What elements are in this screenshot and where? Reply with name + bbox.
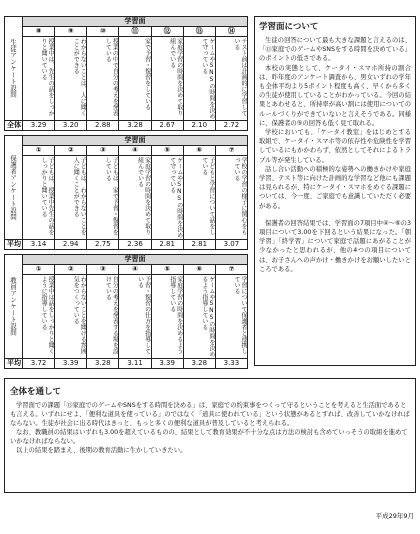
teacher-average-value: 3.39 <box>55 359 87 369</box>
parent-survey-table <box>4 135 248 250</box>
teacher-question-number: ⑥ <box>183 265 215 275</box>
parent-average-value: 2.94 <box>55 240 87 250</box>
teacher-question-text: わからないことを聞ける雰囲気をつくっている <box>55 275 87 359</box>
parent-question-numbers <box>5 146 248 156</box>
student-average-value: 2.10 <box>183 121 215 131</box>
teacher-question-text: ゲームやSNSの時間を決めるよう指導している <box>183 275 215 359</box>
overall-summary-panel <box>4 378 416 493</box>
student-average-value: 3.20 <box>55 121 87 131</box>
teacher-question-text: 授業中は話をしっかりと聞くように指導している <box>23 275 55 359</box>
teacher-survey-table <box>4 254 248 369</box>
student-average-row <box>5 121 248 131</box>
parent-average-value: 2.75 <box>87 240 119 250</box>
teacher-table-header: 学習面 <box>23 255 248 265</box>
parent-question-number: ② <box>55 146 87 156</box>
teacher-question-text: 学習について保護者と連携している <box>215 275 247 359</box>
student-avg-label: 全体 <box>5 121 23 131</box>
teacher-avg-label: 平均 <box>5 359 23 369</box>
document-date: 平成29年9月 <box>375 512 414 520</box>
parent-average-value: 2.81 <box>183 240 215 250</box>
student-question-text: 授業の中で自分の考えを発表している <box>87 37 119 121</box>
student-average-value: 3.28 <box>119 121 151 131</box>
parent-question-number: ③ <box>87 146 119 156</box>
student-question-text: わからないことは、人に聞くことができる <box>55 37 87 121</box>
student-average-value: 2.88 <box>87 121 119 131</box>
student-average-value: 3.29 <box>23 121 55 131</box>
teacher-average-value: 3.33 <box>215 359 247 369</box>
parent-question-number: ① <box>23 146 55 156</box>
student-question-text: 家で予習・復習をしている <box>119 37 151 121</box>
student-question-number: ⑨ <box>55 27 87 37</box>
commentary-paragraph: 話し合い活動への積極的な姿勢への働きかけや家庭学習、テスト等に向けた計画的な学習など他にも課題は見られるが、特にケータイ・スマホをめぐる課題については、今一度、ご家庭でも意識していただく必要がある。 <box>259 165 411 210</box>
teacher-question-numbers <box>5 265 248 275</box>
parent-average-value: 2.36 <box>119 240 151 250</box>
parent-question-text: 学校の学習の様子に関心をもっている <box>215 156 247 240</box>
overall-paragraph: 以上の結果を踏まえ、後期の教育活動に生かしていきたい。 <box>16 447 187 454</box>
overall-paragraph: なお、教職員の結果はいずれも3.00を超えているものの、結果として教育効果が不十分な点は方法の検討も含めていっそうの取組を進めていかなければならない。 <box>10 429 408 445</box>
parent-average-value: 2.81 <box>151 240 183 250</box>
teacher-question-number: ① <box>23 265 55 275</box>
commentary-paragraph: 本校の実態として、ケータイ・スマホ所持の割合は、昨年度のアンケート調査から、男女いずれの学年も全体平均より5ポイント程度も高く、早くから多くの生徒が使用していることがわかっている。今回の結果とあわせると、所持率が高い割には使用についてのルールづくりができていないと言えそうである。同様に、保護者の⑤の回答も低く見て取れる。 <box>259 64 411 127</box>
parent-question-texts <box>5 156 248 240</box>
parent-question-text: 子どもと学習について話をしている <box>183 156 215 240</box>
student-question-text: 授業中は、先生の話をしっかりと聞いている <box>23 37 55 121</box>
teacher-question-number: ④ <box>119 265 151 275</box>
parent-average-value: 3.14 <box>23 240 55 250</box>
student-average-value: 2.72 <box>215 121 247 131</box>
student-question-numbers <box>5 27 248 37</box>
student-average-value: 2.67 <box>151 121 183 131</box>
parent-question-number: ⑥ <box>183 146 215 156</box>
teacher-average-value: 3.72 <box>23 359 55 369</box>
student-question-texts <box>5 37 248 121</box>
teacher-question-number: ② <box>55 265 87 275</box>
student-side-label: 生徒アンケート設問 <box>5 17 23 121</box>
teacher-question-text: 自分の考えを発表する場を設けている <box>87 275 119 359</box>
commentary-paragraph: 学校においても、「ケータイ教室」をはじめとする取組で、ケータイ・スマホ等の依存性や危険性を学習しているにもかかわらず、依然としてそれによるトラブル等が発生している。 <box>259 129 411 164</box>
parent-question-text: 家庭学習の時間を決めて取り組んでいる <box>119 156 151 240</box>
learning-commentary-panel <box>254 16 416 366</box>
student-table-header: 学習面 <box>23 17 248 27</box>
teacher-question-text: 家庭学習の時間を決めるよう指導している <box>151 275 183 359</box>
commentary-paragraph: 生徒の回答について最も大きな課題と言えるのは、「⑬家庭でのゲームやSNSをする時間を決めている」のポイントの低さである。 <box>259 37 411 63</box>
student-question-text: ゲームやSNSの時間を決めて守っている <box>183 37 215 121</box>
parent-question-text: 子どもは、わからないことを人に聞くことができる <box>55 156 87 240</box>
teacher-question-number: ⑤ <box>151 265 183 275</box>
teacher-question-texts <box>5 275 248 359</box>
parent-question-text: 子どもは、家で予習・復習をしている <box>87 156 119 240</box>
teacher-average-value: 3.11 <box>119 359 151 369</box>
teacher-average-row <box>5 359 248 369</box>
parent-table-header: 学習面 <box>23 136 248 146</box>
parent-avg-label: 平均 <box>5 240 23 250</box>
parent-average-value: 3.07 <box>215 240 247 250</box>
teacher-question-text: 予習・復習の仕方を指導している <box>119 275 151 359</box>
teacher-average-value: 3.39 <box>151 359 183 369</box>
parent-question-number: ⑤ <box>151 146 183 156</box>
student-question-number: ⑭ <box>215 27 247 37</box>
teacher-average-value: 3.28 <box>183 359 215 369</box>
commentary-paragraph: 保護者の回答結果では、学習面の7項目中④～⑥の3項目について3.00を下回るという結果になった。「朝学習」「終学習」について家庭で話題にあがることが少なかったと思われるが、他の4つの項目については、お子さんへの声かけ・働きかけをお願いしたいところである。 <box>259 219 411 273</box>
student-survey-table <box>4 16 248 131</box>
student-question-text: テスト前は計画的に学習している <box>215 37 247 121</box>
teacher-question-number: ⑦ <box>215 265 247 275</box>
overall-paragraph: 学習面での課題「⑬家庭でのゲームやSNSをする時間を決める」は、家庭での約束事をつくって守るということを考えると生活面であるとも言える。いずれにせよ、「便利な道具を使っている」のではなく「道具に使われている」という状態があるとすれば、改善していかなければならない。生徒が社会に出る時代はきっと、もっと多くの便利な道具が普及していると考えられる。 <box>10 402 410 427</box>
overall-title: 全体を通して <box>10 387 62 397</box>
student-question-number: ⑬ <box>183 27 215 37</box>
student-question-number: ⑫ <box>151 27 183 37</box>
parent-question-text: 子どもは、授業中先生の話をしっかりと聞いている <box>23 156 55 240</box>
parent-question-text: ゲームやSNSの時間を決めて守っている <box>151 156 183 240</box>
parent-average-row <box>5 240 248 250</box>
teacher-side-label: 教員アンケート設問 <box>5 255 23 359</box>
teacher-average-value: 3.28 <box>87 359 119 369</box>
commentary-title: 学習面について <box>259 22 319 32</box>
parent-side-label: 保護者アンケート設問 <box>5 136 23 240</box>
student-question-text: 家庭学習の時間を決めて取り組んでいる <box>151 37 183 121</box>
teacher-question-number: ③ <box>87 265 119 275</box>
parent-question-number: ④ <box>119 146 151 156</box>
student-question-number: ⑪ <box>119 27 151 37</box>
student-question-number: ⑩ <box>87 27 119 37</box>
student-question-number: ⑧ <box>23 27 55 37</box>
parent-question-number: ⑦ <box>215 146 247 156</box>
